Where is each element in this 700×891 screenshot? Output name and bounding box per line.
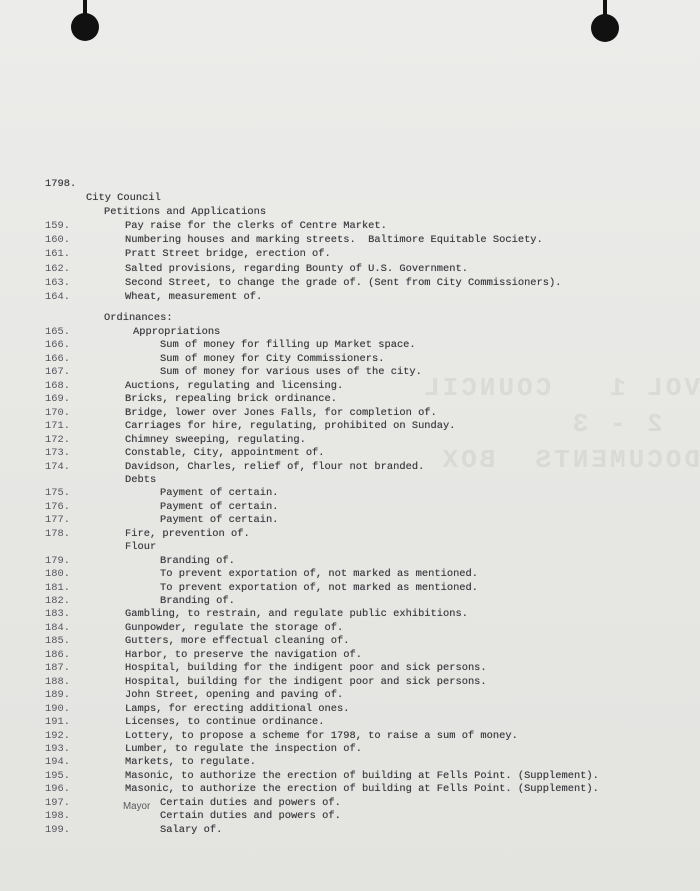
ordinance-entry: Branding of. (160, 554, 235, 567)
petition-entry: Pay raise for the clerks of Centre Market. (125, 220, 387, 232)
petition-number: 160. (45, 234, 70, 247)
ordinance-number: 189. (45, 689, 70, 702)
ordinances-heading: Ordinances: (104, 312, 173, 324)
ordinance-entry: Bridge, lower over Jones Falls, for completion of. (125, 406, 437, 419)
ordinance-entry: Harbor, to preserve the navigation of. (125, 648, 362, 661)
ordinance-entry: Fire, prevention of. (125, 527, 250, 540)
ordinance-number: 175. (45, 487, 70, 500)
ordinance-number: 165. (45, 326, 70, 338)
petition-entry: Salted provisions, regarding Bounty of U.S. Government. (125, 262, 468, 275)
ordinance-number: 187. (45, 662, 70, 675)
ordinance-number: 180. (45, 568, 70, 581)
ordinance-number: 199. (45, 823, 70, 836)
ordinance-number: 197. (45, 796, 70, 809)
ordinance-entry: Certain duties and powers of. (160, 796, 341, 809)
ordinance-entry: Lottery, to propose a scheme for 1798, to raise a sum of money. (125, 729, 518, 742)
ordinance-entry: Chimney sweeping, regulating. (125, 433, 306, 446)
ordinance-entry: Carriages for hire, regulating, prohibited on Sunday. (125, 420, 456, 433)
ordinance-number: 178. (45, 527, 70, 540)
section-heading: City Council (86, 192, 161, 204)
petition-number: 163. (45, 276, 70, 289)
ordinance-number: 196. (45, 783, 70, 796)
ordinance-entry: Gambling, to restrain, and regulate public exhibitions. (125, 608, 468, 621)
ordinance-number: 179. (45, 554, 70, 567)
ordinance-number: 183. (45, 608, 70, 621)
ordinance-number: 166. (45, 339, 70, 352)
ordinance-entry: Certain duties and powers of. (160, 810, 341, 823)
petitions-heading: Petitions and Applications (104, 206, 267, 218)
ordinance-number: 177. (45, 514, 70, 527)
ordinance-entry: Appropriations (133, 326, 221, 338)
ordinance-number: 172. (45, 433, 70, 446)
ordinance-number: 195. (45, 769, 70, 782)
ordinance-entry: Auctions, regulating and licensing. (125, 379, 344, 392)
ordinance-entry: Sum of money for City Commissioners. (160, 352, 385, 365)
ordinance-entry: Hospital, building for the indigent poor and sick persons. (125, 662, 487, 675)
ordinance-number: 166. (45, 352, 70, 365)
petition-number: 159. (45, 220, 70, 232)
ordinance-entry: Lumber, to regulate the inspection of. (125, 742, 362, 755)
bleed-through-text: VOL 1 COUNCIL 2 - 3 DOCUMENTS BOX (420, 373, 700, 475)
ordinance-entry: Davidson, Charles, relief of, flour not branded. (125, 460, 425, 473)
punch-hole-left (71, 13, 99, 41)
ordinance-entry: Salary of. (160, 823, 223, 836)
petition-entry: Second Street, to change the grade of. (Sent from City Commissioners). (125, 276, 562, 289)
ordinance-entry: Markets, to regulate. (125, 756, 256, 769)
petition-number: 162. (45, 262, 70, 275)
petition-entry: Wheat, measurement of. (125, 291, 263, 303)
ordinance-number: 186. (45, 648, 70, 661)
ordinance-number: 190. (45, 702, 70, 715)
ordinance-entry: Masonic, to authorize the erection of building at Fells Point. (Supplement). (125, 769, 599, 782)
ordinance-number: 167. (45, 366, 70, 379)
ordinance-number: 185. (45, 635, 70, 648)
ordinance-number: 181. (45, 581, 70, 594)
ordinance-number: 194. (45, 756, 70, 769)
ordinance-entry: To prevent exportation of, not marked as mentioned. (160, 568, 479, 581)
ordinance-number: 168. (45, 379, 70, 392)
ordinance-entry: Branding of. (160, 595, 235, 607)
ordinance-number: 171. (45, 420, 70, 433)
ordinance-entry: Payment of certain. (160, 487, 279, 500)
ordinance-number: 193. (45, 742, 70, 755)
ordinance-entry: Hospital, building for the indigent poor and sick persons. (125, 675, 487, 688)
ordinance-number: 188. (45, 675, 70, 688)
ordinance-entry: Masonic, to authorize the erection of building at Fells Point. (Supplement). (125, 783, 599, 796)
punch-hole-right (591, 14, 619, 42)
ordinance-entry: Sum of money for various uses of the city. (160, 366, 422, 379)
ordinance-entry: Lamps, for erecting additional ones. (125, 702, 350, 715)
petition-entry: Pratt Street bridge, erection of. (125, 248, 331, 261)
ordinance-number: 184. (45, 621, 70, 634)
ordinance-entry: Gutters, more effectual cleaning of. (125, 635, 350, 648)
year-label: 1798. (45, 178, 77, 190)
ordinance-entry: Licenses, to continue ordinance. (125, 716, 325, 729)
ordinance-number: 170. (45, 406, 70, 419)
ordinance-entry: Payment of certain. (160, 500, 279, 513)
ordinance-number: 173. (45, 447, 70, 460)
ordinance-entry: Payment of certain. (160, 514, 279, 527)
petition-number: 161. (45, 248, 70, 261)
ordinance-number: 192. (45, 729, 70, 742)
ordinance-entry: John Street, opening and paving of. (125, 689, 344, 702)
ordinance-entry: Sum of money for filling up Market space. (160, 339, 416, 352)
ordinance-number: 169. (45, 393, 70, 406)
petition-number: 164. (45, 291, 70, 303)
ordinance-entry: Constable, City, appointment of. (125, 447, 325, 460)
ordinance-number: 176. (45, 500, 70, 513)
ordinance-entry: Bricks, repealing brick ordinance. (125, 393, 338, 406)
ordinance-number: 191. (45, 716, 70, 729)
ordinance-entry: To prevent exportation of, not marked as mentioned. (160, 581, 479, 594)
ordinance-number: 174. (45, 460, 70, 473)
ordinance-number: 198. (45, 810, 70, 823)
mayor-annotation: Mayor (123, 801, 151, 812)
ordinance-entry: Flour (125, 541, 157, 554)
ordinance-number: 182. (45, 595, 70, 607)
petition-entry: Numbering houses and marking streets. Baltimore Equitable Society. (125, 234, 543, 247)
ordinance-entry: Gunpowder, regulate the storage of. (125, 621, 344, 634)
ordinance-entry: Debts (125, 473, 157, 486)
